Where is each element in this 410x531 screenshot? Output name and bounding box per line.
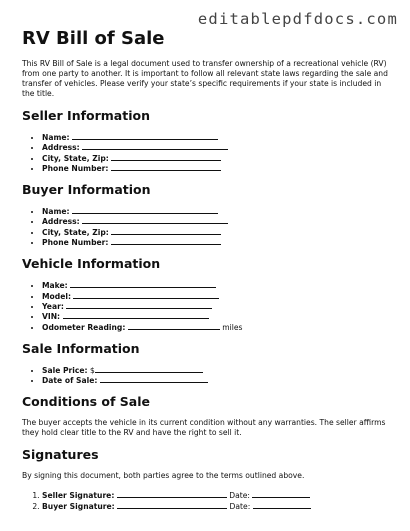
seller-signature-label: Seller Signature: [42, 491, 115, 501]
seller-city-field [42, 153, 394, 163]
sale-date-field [42, 375, 394, 385]
seller-address-label: Address: [42, 143, 80, 153]
buyer-fields [22, 206, 394, 247]
buyer-date-label: Date: [229, 501, 251, 511]
watermark: editablepdfdocs.com [197, 10, 398, 28]
buyer-name-line[interactable] [72, 206, 218, 214]
buyer-date-line[interactable] [253, 501, 311, 509]
seller-phone-field [42, 163, 394, 173]
buyer-signature-item [42, 501, 394, 511]
buyer-name-label: Name: [42, 207, 70, 217]
buyer-signature-line[interactable] [117, 501, 227, 509]
seller-signature-item [42, 490, 394, 500]
vehicle-heading: Vehicle Information [22, 256, 161, 272]
vehicle-make-label: Make: [42, 281, 68, 291]
signature-list [22, 490, 394, 511]
buyer-address-label: Address: [42, 217, 80, 227]
buyer-address-field [42, 216, 394, 226]
seller-fields [22, 132, 394, 173]
document-title: RV Bill of Sale [22, 28, 165, 49]
seller-address-line[interactable] [82, 142, 228, 150]
odometer-unit: miles [222, 322, 243, 332]
conditions-heading: Conditions of Sale [22, 394, 151, 410]
vehicle-model-field [42, 291, 394, 301]
currency-symbol: $ [90, 365, 95, 375]
signatures-heading: Signatures [22, 447, 99, 463]
signatures-text: By signing this document, both parties agree to the terms outlined above. [22, 471, 305, 481]
seller-phone-line[interactable] [111, 163, 221, 171]
vehicle-make-line[interactable] [70, 280, 216, 288]
seller-city-label: City, State, Zip: [42, 153, 109, 163]
vehicle-year-field [42, 301, 394, 311]
seller-address-field [42, 142, 394, 152]
vehicle-vin-line[interactable] [63, 311, 209, 319]
vehicle-odometer-label: Odometer Reading: [42, 322, 126, 332]
conditions-text: The buyer accepts the vehicle in its current condition without any warranties. The seller affirms they hold clear title to the RV and have the right to sell it. [22, 418, 386, 438]
buyer-phone-field [42, 237, 394, 247]
sale-price-line[interactable] [95, 365, 203, 373]
buyer-phone-line[interactable] [111, 237, 221, 245]
document-page [22, 28, 394, 511]
buyer-city-label: City, State, Zip: [42, 227, 109, 237]
seller-city-line[interactable] [111, 153, 221, 161]
buyer-phone-label: Phone Number: [42, 238, 109, 248]
buyer-name-field [42, 206, 394, 216]
sale-heading: Sale Information [22, 340, 140, 356]
buyer-city-line[interactable] [111, 227, 221, 235]
buyer-signature-label: Buyer Signature: [42, 501, 115, 511]
intro-paragraph: This RV Bill of Sale is a legal document used to transfer ownership of a recreational vehicle (RV) from one party to another. It is important to follow all relevant state laws regarding the sale and transfer of vehicles. Please verify your state’s specific requirements if your state is included in the title. [22, 59, 388, 98]
buyer-address-line[interactable] [82, 216, 228, 224]
seller-date-label: Date: [229, 491, 250, 501]
seller-name-line[interactable] [72, 132, 218, 140]
sale-price-field [42, 365, 394, 375]
vehicle-fields [22, 280, 394, 331]
vehicle-model-label: Model: [42, 291, 71, 301]
seller-name-field [42, 132, 394, 142]
vehicle-odometer-line[interactable] [128, 322, 220, 330]
seller-signature-line[interactable] [117, 490, 227, 498]
seller-heading: Seller Information [22, 108, 150, 123]
vehicle-odometer-field [42, 322, 394, 332]
seller-name-label: Name: [42, 133, 70, 142]
buyer-city-field [42, 227, 394, 237]
sale-date-line[interactable] [100, 375, 208, 383]
sale-price-label: Sale Price: [42, 365, 88, 375]
vehicle-make-field [42, 280, 394, 290]
vehicle-vin-label: VIN: [42, 312, 61, 322]
sale-date-label: Date of Sale: [42, 376, 98, 386]
seller-phone-label: Phone Number: [42, 163, 109, 173]
vehicle-vin-field [42, 311, 394, 321]
seller-date-line[interactable] [252, 490, 310, 498]
vehicle-year-line[interactable] [66, 301, 212, 309]
buyer-heading: Buyer Information [22, 182, 151, 198]
sale-fields [22, 365, 394, 386]
vehicle-year-label: Year: [42, 301, 64, 311]
vehicle-model-line[interactable] [73, 291, 219, 299]
